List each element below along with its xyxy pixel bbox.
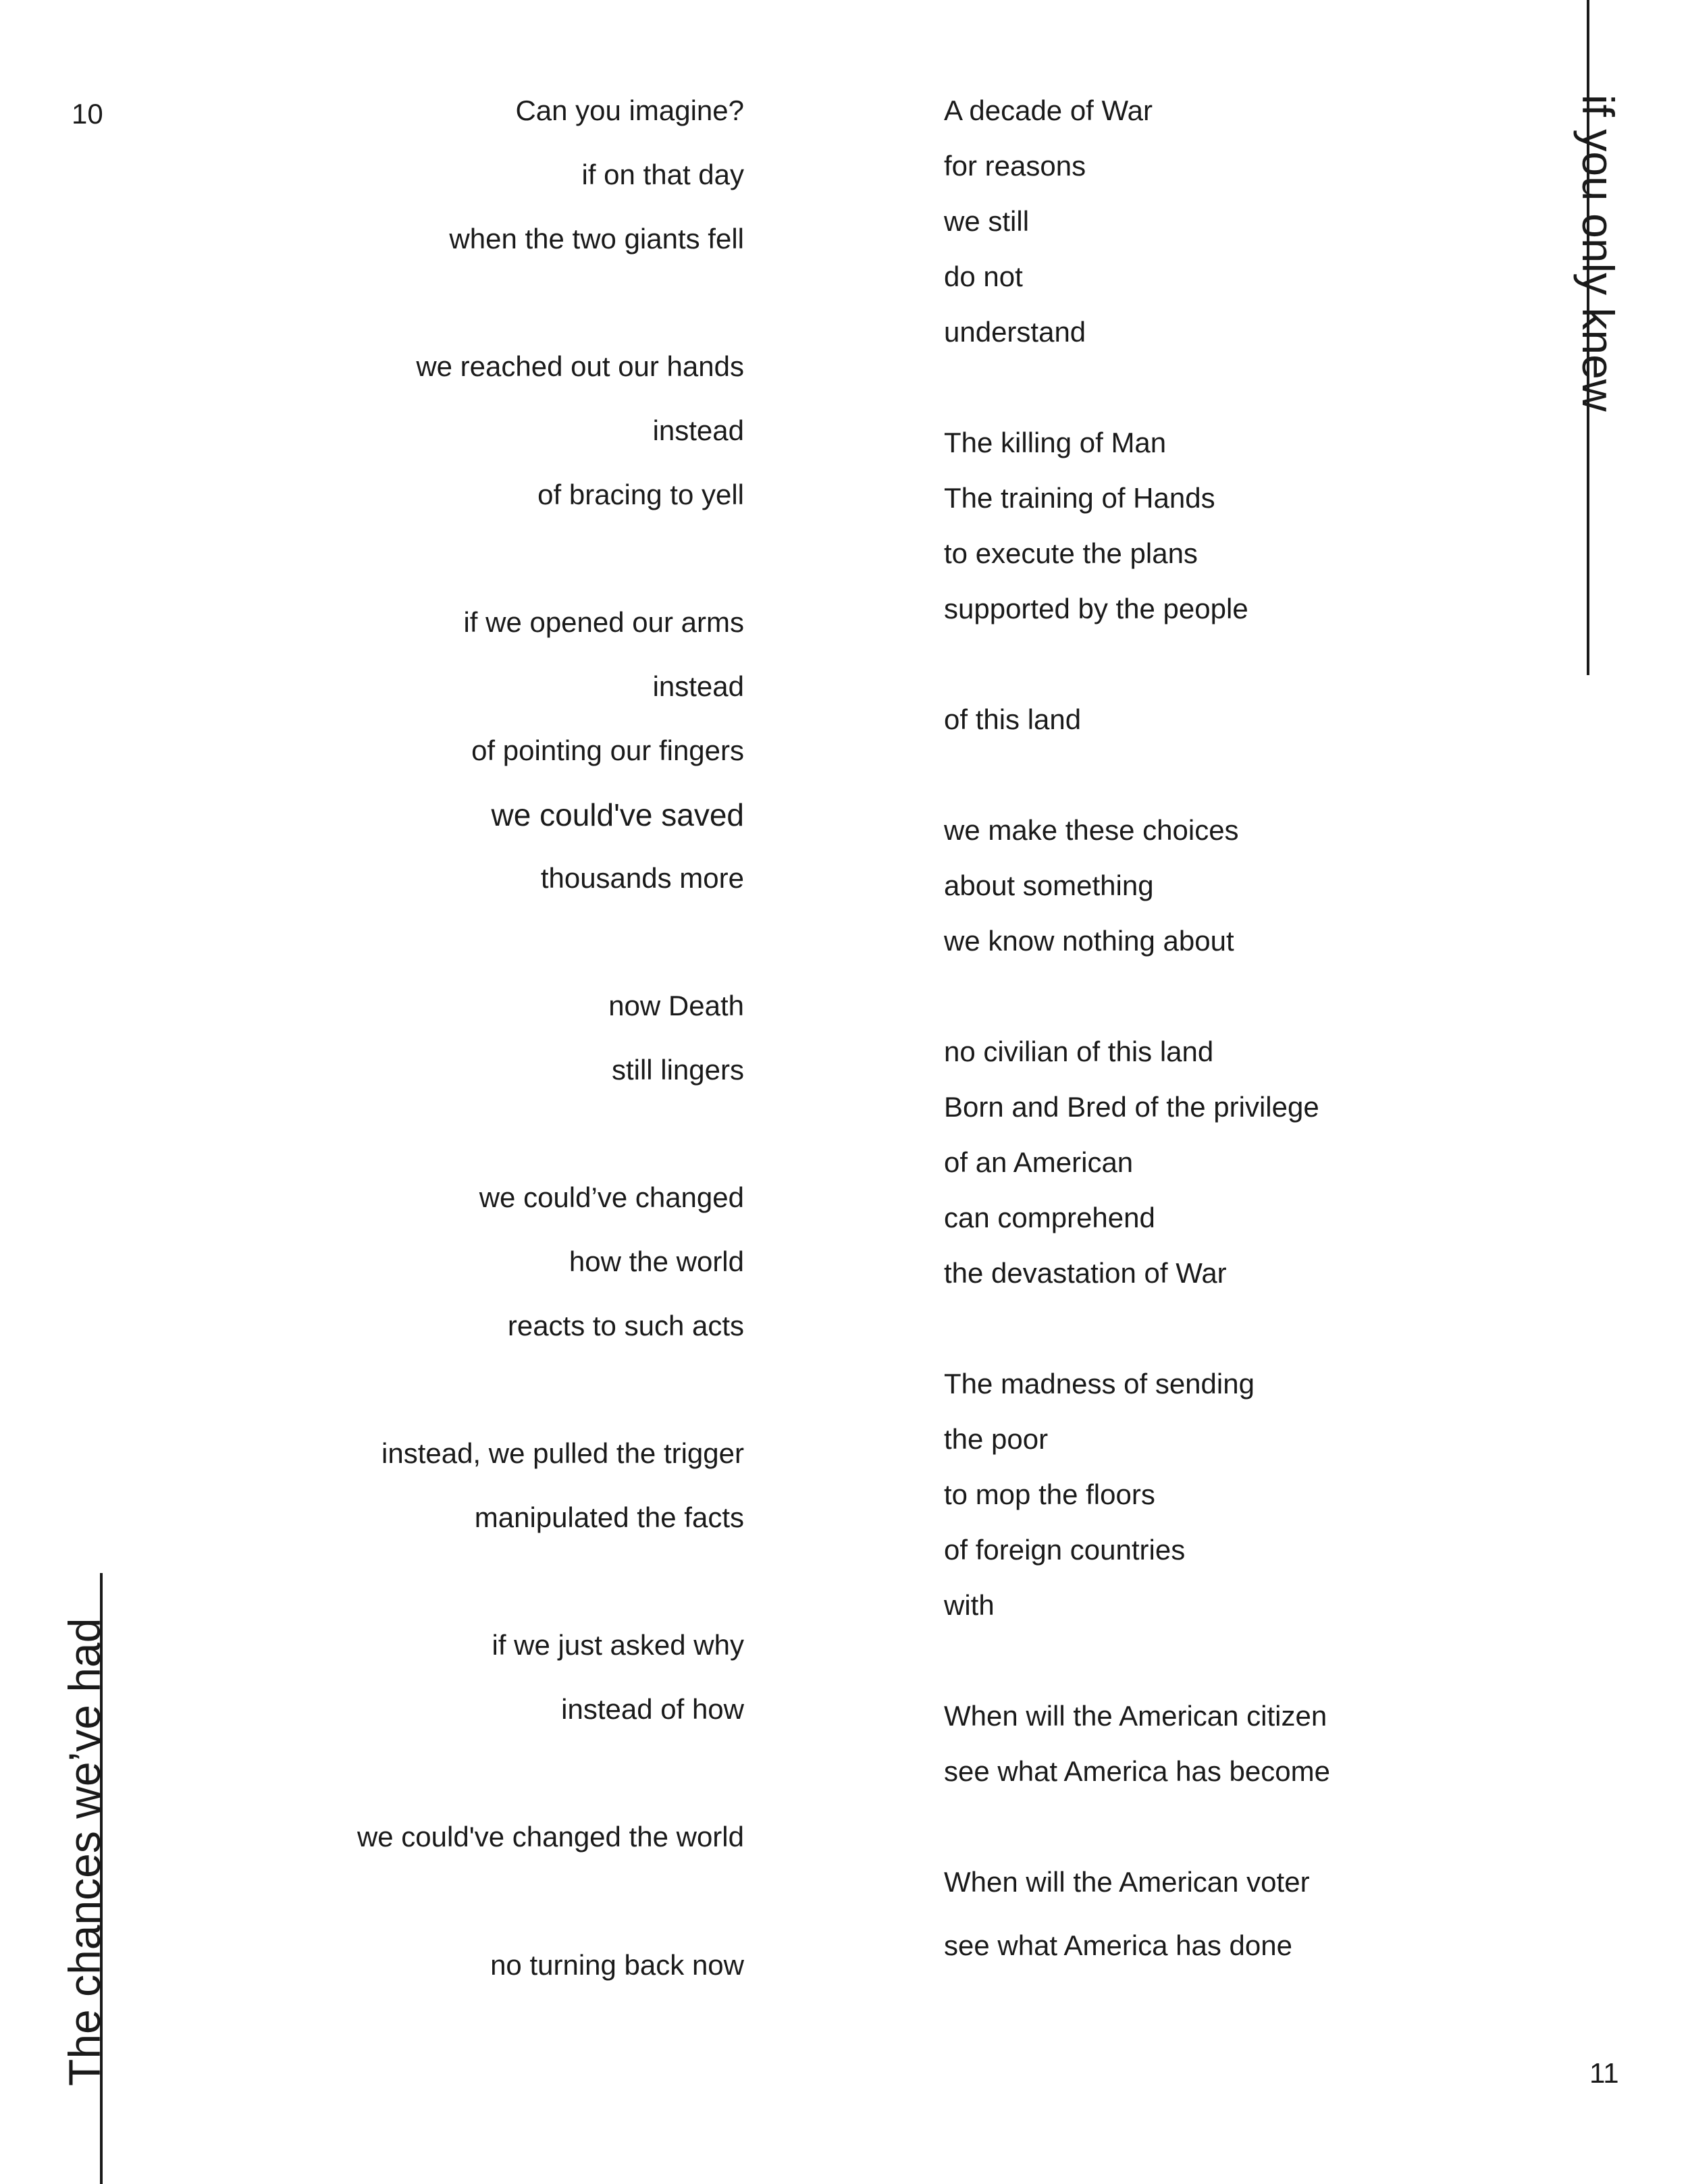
poem-line: we make these choices bbox=[944, 814, 1239, 846]
poem-line: still lingers bbox=[611, 1054, 744, 1086]
poem-line: with bbox=[944, 1589, 995, 1621]
page-number-right: 11 bbox=[1589, 2057, 1619, 2089]
poem-line: can comprehend bbox=[944, 1202, 1155, 1233]
poem-line: Can you imagine? bbox=[515, 95, 744, 126]
poem-line: we could've changed the world bbox=[357, 1821, 744, 1853]
poem-line: if we just asked why bbox=[492, 1629, 744, 1661]
poem-line: of pointing our fingers bbox=[471, 735, 744, 766]
right-poem-title: if you only knew bbox=[1573, 95, 1623, 412]
poem-line: instead of how bbox=[561, 1693, 744, 1725]
poem-line: if we opened our arms bbox=[463, 606, 744, 638]
poem-line: about something bbox=[944, 870, 1154, 901]
poem-line: the poor bbox=[944, 1423, 1049, 1455]
poem-line: the devastation of War bbox=[944, 1257, 1227, 1289]
poem-line: Born and Bred of the privilege bbox=[944, 1091, 1319, 1123]
poem-line: we still bbox=[944, 205, 1030, 237]
poem-line: how the world bbox=[569, 1246, 744, 1277]
poem-line: see what America has done bbox=[944, 1929, 1292, 1961]
poem-line: we could've saved bbox=[491, 797, 744, 832]
poem-line: we know nothing about bbox=[944, 925, 1234, 957]
poem-line: instead bbox=[652, 415, 744, 446]
poem-line: The killing of Man bbox=[944, 427, 1167, 458]
poem-line: see what America has become bbox=[944, 1755, 1330, 1787]
poem-line: When will the American voter bbox=[944, 1866, 1310, 1898]
poem-line: of an American bbox=[944, 1146, 1134, 1178]
poem-line: thousands more bbox=[540, 862, 744, 894]
poem-line: reacts to such acts bbox=[507, 1310, 744, 1341]
poem-line: do not bbox=[944, 261, 1023, 292]
poem-line: of this land bbox=[944, 703, 1082, 735]
poem-line: to execute the plans bbox=[944, 537, 1198, 569]
poem-line: of bracing to yell bbox=[537, 479, 744, 510]
poem-line: if on that day bbox=[581, 159, 744, 190]
poem-line: of foreign countries bbox=[944, 1534, 1186, 1566]
page-number-left: 10 bbox=[72, 98, 103, 130]
poem-line: now Death bbox=[608, 990, 744, 1021]
poem-line: The madness of sending bbox=[944, 1368, 1255, 1400]
poem-line: no civilian of this land bbox=[944, 1036, 1214, 1067]
poem-line: understand bbox=[944, 316, 1086, 348]
poem-line: we reached out our hands bbox=[416, 350, 744, 382]
poem-line: for reasons bbox=[944, 150, 1086, 182]
poem-line: supported by the people bbox=[944, 593, 1248, 624]
poem-line: no turning back now bbox=[490, 1949, 744, 1981]
poem-line: instead, we pulled the trigger bbox=[381, 1437, 744, 1469]
poem-line: When will the American citizen bbox=[944, 1700, 1327, 1732]
poem-line: we could’ve changed bbox=[479, 1181, 744, 1213]
poem-line: to mop the floors bbox=[944, 1479, 1155, 1510]
poem-line: A decade of War bbox=[944, 95, 1153, 126]
left-poem-title: The chances we’ve had bbox=[59, 1618, 109, 2086]
poem-line: when the two giants fell bbox=[449, 223, 744, 255]
poem-line: The training of Hands bbox=[944, 482, 1215, 514]
poem-line: manipulated the facts bbox=[474, 1501, 744, 1533]
poem-line: instead bbox=[652, 670, 744, 702]
